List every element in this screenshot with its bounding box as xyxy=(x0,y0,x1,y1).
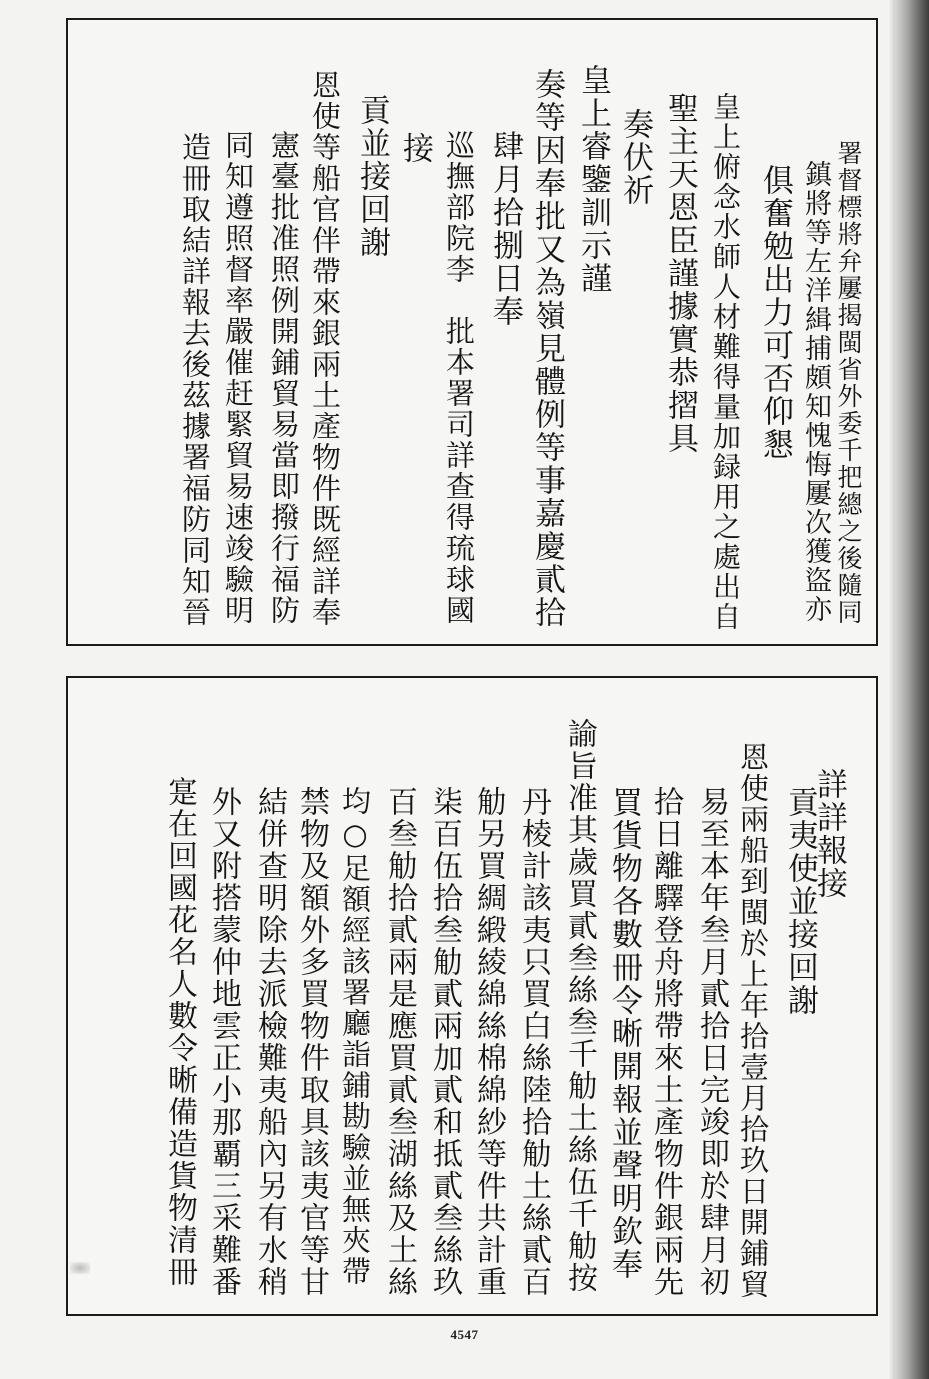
text-column: 恩使等船官伴帶來銀兩土產物件既經詳奉 xyxy=(308,70,342,628)
text-column: 均○足額經該署廳詣鋪勘驗並無夾帶 xyxy=(338,786,372,1287)
text-column: 恩使兩船到閩於上年拾壹月拾玖日開鋪貿 xyxy=(736,742,770,1300)
book-spine xyxy=(895,0,929,1379)
text-column: 造冊取結詳報去後茲據署福防同知晉 xyxy=(178,132,212,628)
ink-smudge xyxy=(70,1262,90,1274)
text-column: 易至本年叁月貳拾日完竣即於肆月初 xyxy=(694,786,729,1298)
text-column: 奏等因奉批又為嶺見體例等事嘉慶貳拾 xyxy=(529,68,565,629)
text-column: 奏伏祈 xyxy=(617,108,653,207)
text-column: 諭旨准其歲買貳叁絲叁千觔土絲伍千觔按 xyxy=(562,718,597,1294)
text-column: 署督標將弁屢揭閩省外委千把總之後隨同 xyxy=(834,140,863,626)
text-column: 詳詳報接 xyxy=(811,768,847,900)
text-column: 憲臺批准照例開鋪貿易當即撥行福防 xyxy=(267,130,301,626)
text-column: 觔另買綢緞綾綿絲棉綿紗等件共計重 xyxy=(471,786,506,1298)
text-column: 柒百伍拾叁觔貳兩加貳和抵貳叁絲玖 xyxy=(427,786,462,1298)
text-column: 百叁觔拾貳兩是應買貳叁湖絲及土絲 xyxy=(382,786,417,1298)
text-column: 丹棱計該夷只買白絲陸拾觔土絲貳百 xyxy=(516,786,551,1298)
text-column: 皇上俯念水師人材難得量加録用之處出自 xyxy=(709,92,742,632)
text-column: 俱奮勉出力可否仰懇 xyxy=(757,164,793,461)
text-column: 肆月拾捌日奉 xyxy=(487,130,523,328)
text-column: 貢並接回謝 xyxy=(354,94,390,259)
text-column: 鎮將等左洋緝捕頗知愧悔屢次獲盜亦 xyxy=(800,160,831,624)
text-column: 拾日離驛登舟將帶來土產物件銀兩先 xyxy=(648,786,683,1298)
text-column: 禁物及額外多買物件取具該夷官等甘 xyxy=(294,786,329,1298)
text-column: 外又附搭蒙仲地雲正小那覇三采難番 xyxy=(206,786,241,1298)
text-column: 接 xyxy=(397,132,433,165)
lower-text-panel xyxy=(66,676,878,1316)
text-column: 買貨物各數冊令晰開報並聲明欽奉 xyxy=(606,786,642,1281)
text-column: 巡撫部院李 批本署司詳查得琉球國 xyxy=(442,130,476,626)
text-column: 皇上睿鑒訓示謹 xyxy=(575,64,611,295)
text-column: 結併查明除去派檢難夷船內另有水稍 xyxy=(252,786,287,1298)
text-column: 同知遵照督率嚴催赶緊貿易速竣驗明 xyxy=(221,130,255,626)
page-number: 4547 xyxy=(450,1327,479,1342)
upper-text-panel xyxy=(66,18,878,646)
text-column: 寔在回國花名人數令晰備造貨物清冊 xyxy=(162,776,197,1288)
text-column: 貢夷使並接回謝 xyxy=(782,786,818,1017)
text-column: 聖主天恩臣謹據實恭摺具 xyxy=(662,92,698,455)
